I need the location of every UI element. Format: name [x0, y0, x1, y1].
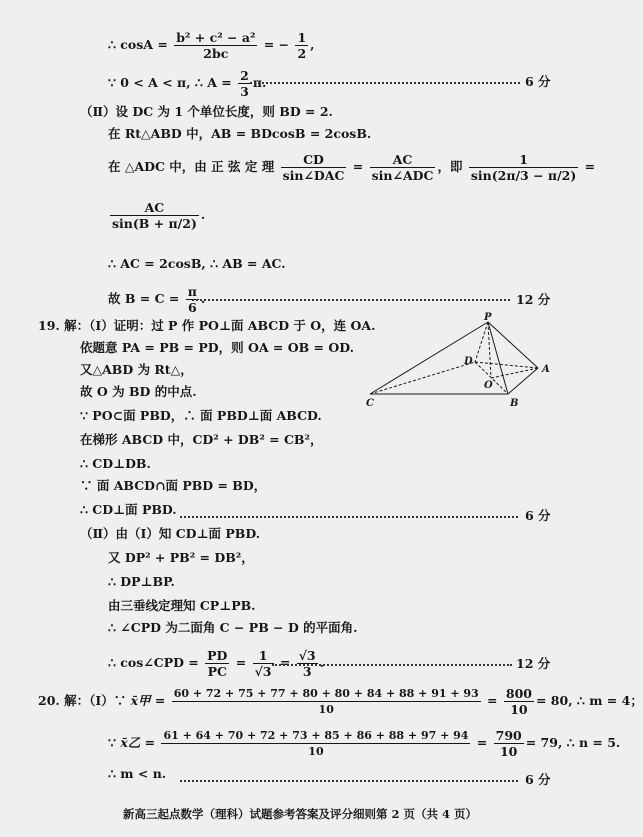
q20-line1: 20. 解：（Ⅰ）∵ x̄甲 = $\frac{60 + 72 + 75 + 77 + 80 + 80 + 84 + 88 + 91 + 93}{10}$ = $\frac{800}{10}$ = 80, ∴ m = 4； [38, 686, 643, 717]
label-P: P [484, 312, 492, 323]
q19-part2-line: 又 DP² + PB² = DB²， [108, 550, 254, 565]
q19-part2-line: 由三垂线定理知 CP⊥PB. [108, 598, 256, 613]
q19-line: 在梯形 ABCD 中，CD² + DB² = CB²， [80, 432, 323, 447]
q19-part2-line: ∴ ∠CPD 为二面角 C − PB − D 的平面角. [108, 620, 358, 635]
label-A: A [542, 364, 550, 375]
pyramid-figure [360, 312, 560, 412]
q19-part2-heading: （Ⅱ）由（Ⅰ）知 CD⊥面 PBD. [80, 526, 261, 541]
q20-conclusion: ∴ m < n. [108, 766, 167, 781]
score-mark: 12 分 [516, 292, 551, 307]
label-O: O [484, 380, 493, 391]
q19-line: ∵ 面 ABCD∩面 PBD = BD， [80, 478, 267, 493]
sine-law-continued: $\frac{AC}{\sin(B + \pi/2)}$ . [112, 200, 206, 231]
q19-heading: 19. 解：（Ⅰ）证明：过 P 作 PO⊥面 ABCD 于 O，连 OA. [38, 318, 376, 333]
cosA-line: ∴ cosA = $\frac{\text{b² + c² − a²}}{2bc}$ = − $\frac{1}{2}$ , [108, 30, 315, 61]
sine-law-line: 在 △ADC 中，由 正 弦 定 理 $\frac{CD}{\text{sin∠DAC}}$ = $\frac{AC}{\text{sin∠ADC}}$ ，即 $\frac{1}{\sin(2\pi/3 - \pi/2)}$ = [108, 152, 596, 183]
dot-leader [272, 664, 512, 666]
label-B: B [510, 398, 519, 409]
score-mark: 6 分 [525, 74, 551, 89]
dot-leader [192, 299, 510, 301]
q19-line: 依题意 PA = PB = PD，则 OA = OB = OD. [80, 340, 354, 355]
q20-line2: ∵ x̄乙 = $\frac{61 + 64 + 70 + 72 + 73 + 85 + 86 + 88 + 97 + 94}{10}$ = $\frac{790}{10}$ = 79, ∴ n = 5. [108, 728, 621, 759]
cosA-fraction: $\frac{\text{b² + c² − a²}}{2bc}$ [176, 30, 256, 61]
q19-line: ∴ CD⊥面 PBD. [80, 502, 177, 517]
angle-A-line: ∵ 0 < A < π, ∴ A = $\frac{2}{3}$ π. [108, 68, 267, 99]
q19-line: ∴ CD⊥DB. [80, 456, 151, 471]
rt-abd-line: 在 Rt△ABD 中，AB = BDcosB = 2cosB. [108, 126, 372, 141]
cos-cpd-line: ∴ cos∠CPD = $\frac{PD}{PC}$ = $\frac{1}{√3}$ = $\frac{√3}{3}$ . [108, 648, 324, 679]
label-C: C [366, 398, 374, 409]
q19-line: 故 O 为 BD 的中点. [80, 384, 197, 399]
label-D: D [464, 356, 473, 367]
part2-heading: （Ⅱ）设 DC 为 1 个单位长度，则 BD = 2. [80, 104, 333, 119]
q19-line: ∵ PO⊂面 PBD，∴ 面 PBD⊥面 ABCD. [80, 408, 322, 423]
score-mark: 12 分 [516, 656, 551, 671]
dot-leader [180, 780, 518, 782]
score-mark: 6 分 [525, 772, 551, 787]
page-footer: 新高三起点数学（理科）试题参考答案及评分细则第 2 页（共 4 页） [122, 807, 477, 821]
ac-equals-line: ∴ AC = 2cosB, ∴ AB = AC. [108, 256, 286, 271]
angle-result-line: 故 B = C = $\frac{\pi}{6}$ . [108, 284, 206, 315]
q19-line: 又△ABD 为 Rt△， [80, 362, 193, 377]
dot-leader [180, 516, 518, 518]
score-mark: 6 分 [525, 508, 551, 523]
q19-part2-line: ∴ DP⊥BP. [108, 574, 175, 589]
dot-leader [250, 82, 520, 84]
